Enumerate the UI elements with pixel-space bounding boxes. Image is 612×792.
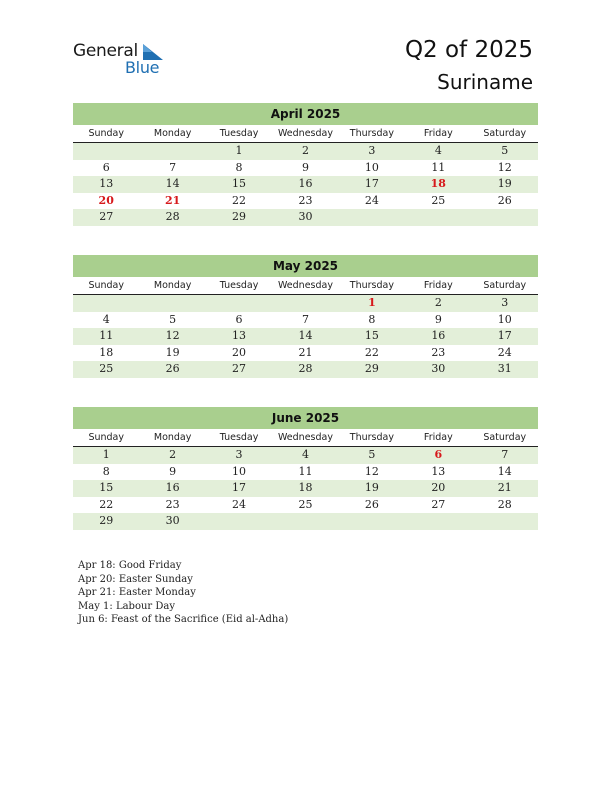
- day-cell: 18: [99, 345, 114, 359]
- day-cell: [472, 513, 538, 530]
- weekday-label: Tuesday: [219, 280, 259, 291]
- day-cell: 6: [102, 160, 110, 174]
- day-cell: 2: [434, 296, 442, 309]
- day-cell: [405, 209, 471, 226]
- day-cell: 12: [364, 464, 379, 478]
- day-cell: [206, 295, 272, 312]
- weekday-label: Monday: [153, 128, 192, 139]
- day-cell: 28: [497, 497, 512, 511]
- day-cell: 31: [497, 362, 512, 375]
- week-row: [73, 143, 538, 160]
- day-cell: 22: [99, 497, 114, 511]
- day-cell: 14: [298, 329, 313, 342]
- weekday-label: Friday: [423, 432, 453, 443]
- holiday-day-cell: 18: [430, 177, 446, 190]
- holiday-note: Jun 6: Feast of the Sacrifice (Eid al-Adha): [78, 614, 289, 625]
- day-cell: 27: [99, 210, 114, 223]
- day-cell: 28: [165, 210, 180, 223]
- day-cell: 29: [232, 210, 247, 223]
- day-cell: 3: [501, 296, 509, 309]
- day-cell: 13: [232, 329, 247, 342]
- weeks-container: [73, 447, 538, 530]
- day-cell: 25: [298, 497, 313, 511]
- day-cell: 25: [431, 193, 446, 207]
- month-title: June 2025: [73, 407, 538, 430]
- day-cell: 4: [301, 448, 309, 461]
- day-cell: 22: [364, 345, 379, 359]
- day-cell: [339, 513, 405, 530]
- day-cell: 18: [298, 481, 313, 494]
- day-cell: [206, 513, 272, 530]
- week-row: [73, 160, 538, 177]
- month-calendar-april: [73, 103, 538, 226]
- day-cell: 2: [169, 448, 177, 461]
- day-cell: 8: [368, 312, 376, 326]
- weekday-header-row: [73, 126, 538, 143]
- logo-word-general: General: [73, 41, 138, 61]
- month-calendar-june: [73, 407, 538, 530]
- day-cell: 3: [235, 448, 243, 461]
- day-cell: [139, 295, 205, 312]
- day-cell: 4: [102, 312, 110, 326]
- day-cell: 21: [298, 345, 313, 359]
- day-cell: 19: [165, 345, 180, 359]
- day-cell: 22: [232, 193, 247, 207]
- week-row: [73, 193, 538, 210]
- day-cell: [73, 143, 139, 160]
- weekday-label: Friday: [423, 128, 453, 139]
- weekday-label: Sunday: [88, 432, 124, 443]
- day-cell: 30: [431, 362, 446, 375]
- weekday-label: Saturday: [483, 432, 527, 443]
- day-cell: 8: [102, 464, 110, 478]
- day-cell: 19: [364, 481, 379, 494]
- logo-word-blue: Blue: [125, 58, 160, 77]
- day-cell: 5: [501, 144, 509, 157]
- week-row: [73, 480, 538, 497]
- day-cell: 20: [431, 481, 446, 494]
- holiday-note: Apr 21: Easter Monday: [78, 587, 196, 598]
- weekday-label: Friday: [423, 280, 453, 291]
- weekday-label: Tuesday: [219, 128, 259, 139]
- day-cell: 14: [497, 464, 512, 478]
- day-cell: 5: [169, 312, 177, 326]
- day-cell: 10: [497, 312, 512, 326]
- day-cell: [139, 143, 205, 160]
- country-name: Suriname: [437, 70, 533, 94]
- week-row: [73, 345, 538, 362]
- holiday-notes: [78, 559, 288, 627]
- day-cell: 11: [298, 464, 313, 478]
- weekday-label: Saturday: [483, 280, 527, 291]
- day-cell: 27: [431, 497, 446, 511]
- day-cell: [272, 295, 338, 312]
- week-row: [73, 464, 538, 481]
- day-cell: 11: [99, 329, 114, 342]
- day-cell: 15: [99, 481, 114, 494]
- day-cell: 17: [364, 177, 379, 190]
- month-title: May 2025: [73, 255, 538, 278]
- day-cell: [472, 209, 538, 226]
- day-cell: 29: [364, 362, 379, 375]
- day-cell: 15: [232, 177, 247, 190]
- day-cell: 23: [431, 345, 446, 359]
- day-cell: 19: [497, 177, 512, 190]
- holiday-note: Apr 18: Good Friday: [78, 560, 182, 571]
- day-cell: [73, 295, 139, 312]
- day-cell: 5: [368, 448, 376, 461]
- weekday-label: Monday: [153, 432, 192, 443]
- page-title: Q2 of 2025: [404, 37, 533, 63]
- day-cell: 4: [434, 144, 442, 157]
- day-cell: 28: [298, 362, 313, 375]
- day-cell: 7: [301, 312, 309, 326]
- day-cell: 16: [431, 329, 446, 342]
- day-cell: 16: [298, 177, 313, 190]
- day-cell: 9: [301, 160, 309, 174]
- day-cell: 24: [497, 345, 512, 359]
- day-cell: 7: [501, 448, 509, 461]
- day-cell: [272, 513, 338, 530]
- day-cell: 23: [298, 193, 313, 207]
- weeks-container: [73, 143, 538, 226]
- weekday-label: Thursday: [349, 432, 394, 443]
- day-cell: 26: [165, 362, 180, 375]
- weekday-label: Wednesday: [277, 128, 333, 139]
- holiday-day-cell: 1: [368, 296, 376, 309]
- day-cell: 23: [165, 497, 180, 511]
- day-cell: 25: [99, 362, 114, 375]
- day-cell: [339, 209, 405, 226]
- day-cell: 14: [165, 177, 180, 190]
- weekday-label: Monday: [153, 280, 192, 291]
- week-row: [73, 513, 538, 530]
- day-cell: 13: [431, 464, 446, 478]
- week-row: [73, 497, 538, 514]
- day-cell: 9: [169, 464, 177, 478]
- weekday-label: Saturday: [483, 128, 527, 139]
- week-row: [73, 312, 538, 329]
- day-cell: 10: [232, 464, 247, 478]
- weekday-label: Thursday: [349, 128, 394, 139]
- day-cell: 30: [298, 210, 313, 223]
- day-cell: 21: [497, 481, 512, 494]
- day-cell: 26: [497, 193, 512, 207]
- day-cell: 2: [301, 144, 309, 157]
- holiday-day-cell: 21: [164, 193, 181, 207]
- weekday-label: Wednesday: [277, 432, 333, 443]
- week-row: [73, 209, 538, 226]
- month-title: April 2025: [73, 103, 538, 126]
- weekday-header-row: [73, 430, 538, 447]
- holiday-day-cell: 6: [434, 448, 443, 461]
- day-cell: 10: [364, 160, 379, 174]
- day-cell: 11: [431, 160, 446, 174]
- day-cell: 15: [364, 329, 379, 342]
- weekday-label: Tuesday: [219, 432, 259, 443]
- weekday-label: Thursday: [349, 280, 394, 291]
- holiday-note: Apr 20: Easter Sunday: [78, 573, 193, 585]
- day-cell: 24: [364, 193, 379, 207]
- day-cell: 3: [368, 144, 376, 157]
- day-cell: 29: [99, 514, 114, 527]
- day-cell: 17: [232, 481, 247, 494]
- day-cell: 12: [165, 329, 180, 342]
- day-cell: 6: [235, 312, 243, 326]
- weekday-label: Sunday: [88, 128, 124, 139]
- week-row: [73, 328, 538, 345]
- holiday-day-cell: 20: [98, 193, 114, 207]
- day-cell: 7: [169, 160, 177, 174]
- day-cell: [405, 513, 471, 530]
- month-calendar-may: [73, 255, 538, 378]
- day-cell: 26: [364, 497, 379, 511]
- day-cell: 24: [232, 497, 247, 511]
- holiday-note: May 1: Labour Day: [78, 600, 175, 612]
- week-row: [73, 447, 538, 464]
- day-cell: 27: [232, 362, 247, 375]
- weekday-label: Wednesday: [277, 280, 333, 291]
- day-cell: 13: [99, 177, 114, 190]
- day-cell: 1: [102, 448, 110, 461]
- day-cell: 8: [235, 160, 243, 174]
- weeks-container: [73, 295, 538, 378]
- week-row: [73, 176, 538, 193]
- weekday-label: Sunday: [88, 280, 124, 291]
- weekday-header-row: [73, 278, 538, 295]
- day-cell: 16: [165, 481, 180, 494]
- week-row: [73, 361, 538, 378]
- day-cell: 30: [165, 514, 180, 527]
- generalblue-logo: [73, 41, 173, 81]
- day-cell: 20: [232, 345, 247, 359]
- day-cell: 1: [235, 144, 243, 157]
- day-cell: 9: [434, 312, 442, 326]
- day-cell: 12: [497, 160, 512, 174]
- day-cell: 17: [497, 329, 512, 342]
- week-row: [73, 295, 538, 312]
